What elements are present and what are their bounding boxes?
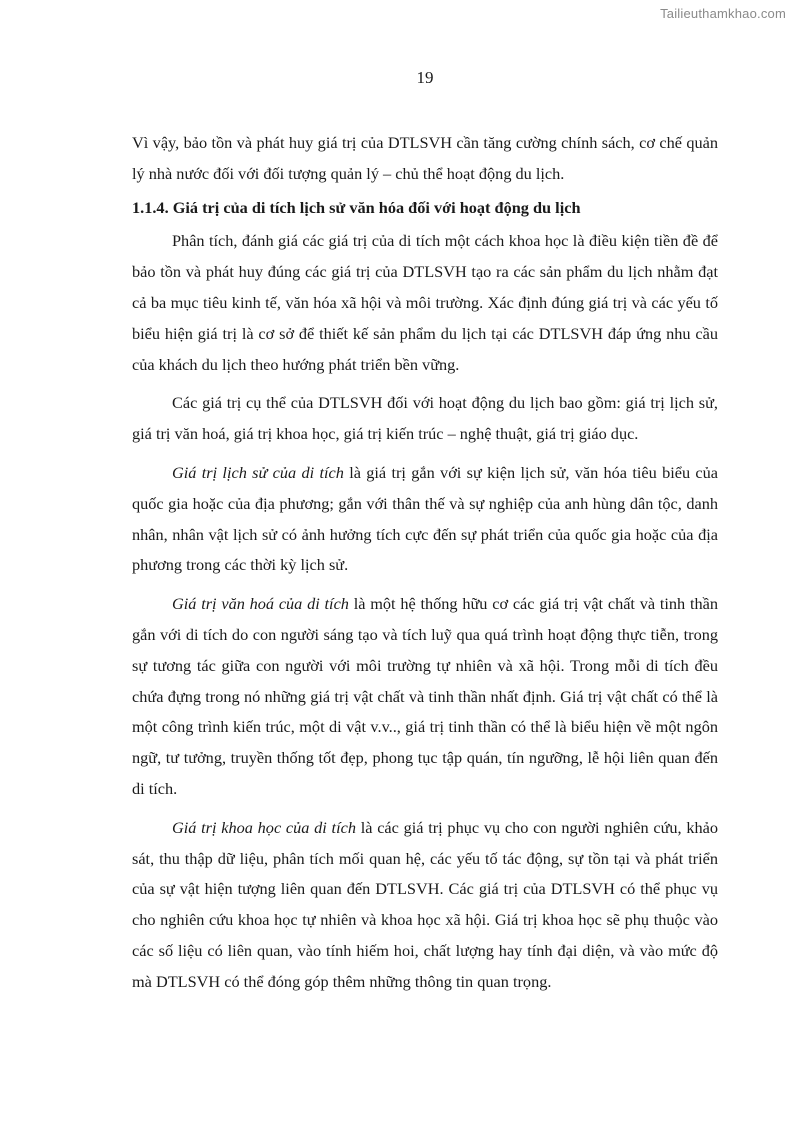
section-heading: 1.1.4. Giá trị của di tích lịch sử văn hóa đối với hoạt động du lịch [132, 197, 581, 217]
cultural-value-text: là một hệ thống hữu cơ các giá trị vật chất và tinh thần gắn với di tích do con người sáng tạo và tích luỹ qua quá trình hoạt động thực tiễn, trong sự tương tác giữa con người với môi trường tự nhiên và xã hội. Trong mỗi di tích đều chứa đựng trong nó những giá trị vật chất và tinh thần nhất định. Giá trị vật chất có thể là một công trình kiến trúc, một di vật v.v.., giá trị tinh thần có thể là biểu hiện về một ngôn ngữ, tư tưởng, truyền thống tốt đẹp, phong tục tập quán, tín ngưỡng, lễ hội liên quan đến di tích. [132, 594, 718, 798]
term-scientific-value: Giá trị khoa học của di tích [172, 817, 356, 837]
page-number: 19 [416, 68, 434, 87]
term-cultural-value: Giá trị văn hoá của di tích [172, 594, 349, 614]
term-historical-value: Giá trị lịch sử của di tích [172, 462, 344, 482]
intro-paragraph: Vì vậy, bảo tồn và phát huy giá trị của DTLSVH cần tăng cường chính sách, cơ chế quản lý nhà nước đối với đối tượng quản lý – chủ thể hoạt động du lịch. [132, 133, 718, 183]
paragraph-analysis: Phân tích, đánh giá các giá trị của di tích một cách khoa học là điều kiện tiền đề để bảo tồn và phát huy đúng các giá trị của DTLSVH tạo ra các sản phẩm du lịch nhằm đạt cả ba mục tiêu kinh tế, văn hóa xã hội và môi trường. Xác định đúng giá trị và các yếu tố biểu hiện giá trị là cơ sở để thiết kế sản phẩm du lịch tại các DTLSVH đáp ứng nhu cầu của khách du lịch theo hướng phát triển bền vững. [132, 231, 718, 374]
watermark: Tailieuthamkhao.com [660, 6, 786, 21]
paragraph-historical-value [132, 458, 718, 581]
document-body [132, 128, 718, 998]
paragraph-scientific-value [132, 813, 718, 998]
paragraph-values-list: Các giá trị cụ thể của DTLSVH đối với hoạt động du lịch bao gồm: giá trị lịch sử, giá trị văn hoá, giá trị khoa học, giá trị kiến trúc – nghệ thuật, giá trị giáo dục. [132, 393, 718, 444]
paragraph-cultural-value [132, 589, 718, 805]
historical-value-text: là giá trị gắn với sự kiện lịch sử, văn hóa tiêu biểu của quốc gia hoặc của địa phương; gắn với thân thế và sự nghiệp của anh hùng dân tộc, danh nhân, nhân vật lịch sử có ảnh hưởng tích cực đến sự phát triển của quốc gia hoặc của địa phương trong các thời kỳ lịch sử. [132, 462, 719, 575]
scientific-value-text: là các giá trị phục vụ cho con người nghiên cứu, khảo sát, thu thập dữ liệu, phân tích mối quan hệ, các yếu tố tác động, sự tồn tại và phát triển của sự vật hiện tượng liên quan đến DTLSVH. Các giá trị của DTLSVH có thể phục vụ cho nghiên cứu khoa học tự nhiên và khoa học xã hội. Giá trị khoa học sẽ phụ thuộc vào các số liệu có liên quan, vào tính hiếm hoi, chất lượng hay tính đại diện, và vào mức độ mà DTLSVH có thể đóng góp thêm những thông tin quan trọng. [132, 817, 718, 991]
